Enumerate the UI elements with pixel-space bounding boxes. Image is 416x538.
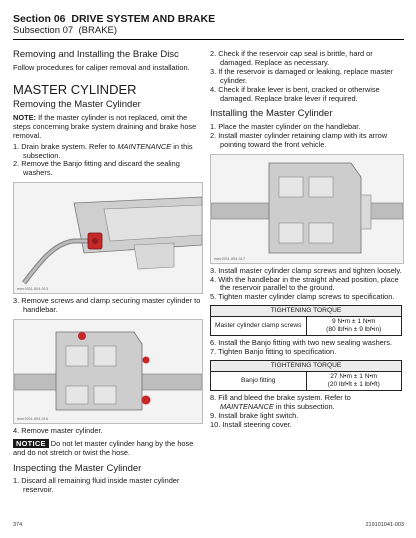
subsection-number: Subsection 07 — [13, 25, 74, 36]
heading-inspecting-master: Inspecting the Master Cylinder — [13, 462, 142, 474]
right-column — [210, 50, 402, 430]
section-title: DRIVE SYSTEM AND BRAKE — [71, 13, 216, 25]
torque-table-banjo — [210, 360, 402, 391]
maintenance-reference: MAINTENANCE — [220, 402, 274, 411]
list-item: 1. Discard all remaining fluid inside master cylinder reservoir. — [13, 476, 180, 495]
list-item: 1. Place the master cylinder on the handlebar. — [210, 121, 361, 131]
maintenance-reference: MAINTENANCE — [117, 141, 172, 151]
note-label: NOTE: — [13, 112, 36, 122]
retaining-clamp-illustration — [211, 155, 403, 263]
figure-code: mmr2011-004-017 — [214, 256, 245, 261]
torque-label: Master cylinder clamp screws — [211, 317, 307, 336]
heading-removing-installing-disc: Removing and Installing the Brake Disc — [13, 49, 179, 60]
torque-value: 27 N•m ± 1 N•m (20 lbf•ft ± 1 lbf•ft) — [306, 372, 402, 391]
inspection-steps — [13, 477, 205, 495]
figure-banjo-fitting — [13, 182, 203, 294]
heading-removing-master: Removing the Master Cylinder — [13, 99, 141, 111]
header-divider — [13, 39, 404, 40]
list-item: 4. Check if brake lever is bent, cracked or otherwise damaged. Replace brake lever if required. — [210, 84, 380, 103]
notice-paragraph — [13, 439, 205, 458]
note-paragraph — [13, 114, 205, 141]
document-code: 219101041-003 — [365, 522, 404, 528]
list-item: 2. Check if the reservoir cap seal is brittle, hard or damaged. Replace as necessary. — [210, 49, 373, 67]
list-item: 8. Fill and bleed the brake system. Refer to MAINTENANCE in this subsection. — [210, 393, 351, 411]
figure-code: mmr2011-004-016 — [17, 417, 48, 422]
install-steps-c — [210, 339, 402, 357]
removal-step-3 — [13, 297, 205, 315]
install-steps-a — [210, 123, 402, 150]
list-item: 2. Remove the Banjo fitting and discard the sealing washers. — [13, 159, 180, 178]
banjo-fitting-illustration — [14, 183, 202, 293]
heading-master-cylinder: MASTER CYLINDER — [13, 82, 137, 98]
notice-badge: NOTICE — [13, 439, 49, 448]
notice-text: Do not let master cylinder hang by the hose and do not stretch or twist the hose. — [13, 438, 194, 457]
left-column — [13, 50, 205, 495]
list-item: 9. Install brake light switch. — [210, 410, 299, 420]
list-item: 2. Install master cylinder retaining clamp with its arrow pointing toward the front vehicle. — [210, 130, 388, 149]
install-steps-b — [210, 267, 402, 303]
list-item: 4. Remove master cylinder. — [13, 426, 103, 436]
figure-master-cylinder-clamp — [13, 319, 203, 424]
list-item: 3. If the reservoir is damaged or leaking, replace master cylinder. — [210, 66, 393, 85]
torque-header: TIGHTENING TORQUE — [211, 361, 402, 372]
list-item: 3. Remove screws and clamp securing master cylinder to handlebar. — [13, 296, 201, 315]
list-item: 10. Install steering cover. — [210, 419, 292, 429]
heading-installing-master: Installing the Master Cylinder — [210, 108, 333, 120]
list-item: 7. Tighten Banjo fitting to specification. — [210, 347, 337, 357]
torque-value: 9 N•m ± 1 N•m (80 lbf•in ± 9 lbf•in) — [306, 317, 402, 336]
paragraph-disc-procedure: Follow procedures for caliper removal and installation. — [13, 62, 190, 72]
removal-step-4 — [13, 427, 205, 436]
page-header — [13, 13, 404, 36]
figure-code: mmr2011-004-013 — [17, 287, 48, 292]
list-item: 1. Drain brake system. Refer to MAINTENANCE in this subsection. — [13, 141, 193, 160]
torque-header: TIGHTENING TORQUE — [211, 306, 402, 317]
list-item: 6. Install the Banjo fitting with two new sealing washers. — [210, 338, 393, 348]
figure-retaining-clamp — [210, 154, 404, 264]
torque-table-clamp — [210, 305, 402, 336]
list-item: 5. Tighten master cylinder clamp screws to specification. — [210, 292, 395, 302]
subsection-title: (BRAKE) — [78, 25, 118, 36]
master-cylinder-clamp-illustration — [14, 320, 202, 423]
install-steps-d — [210, 394, 402, 430]
note-text: If the master cylinder is not replaced, omit the steps concerning brake system draining and brake hose removal. — [13, 112, 197, 140]
list-item: 4. With the handlebar in the straight ahead position, place the reservoir parallel to the ground. — [210, 274, 399, 293]
list-item: 3. Install master cylinder clamp screws and tighten loosely. — [210, 265, 402, 275]
page-number: 374 — [13, 522, 23, 528]
torque-label: Banjo fitting — [211, 372, 307, 391]
inspection-steps-continued — [210, 50, 402, 103]
removal-steps-a — [13, 143, 205, 179]
section-number: Section 06 — [13, 13, 66, 25]
